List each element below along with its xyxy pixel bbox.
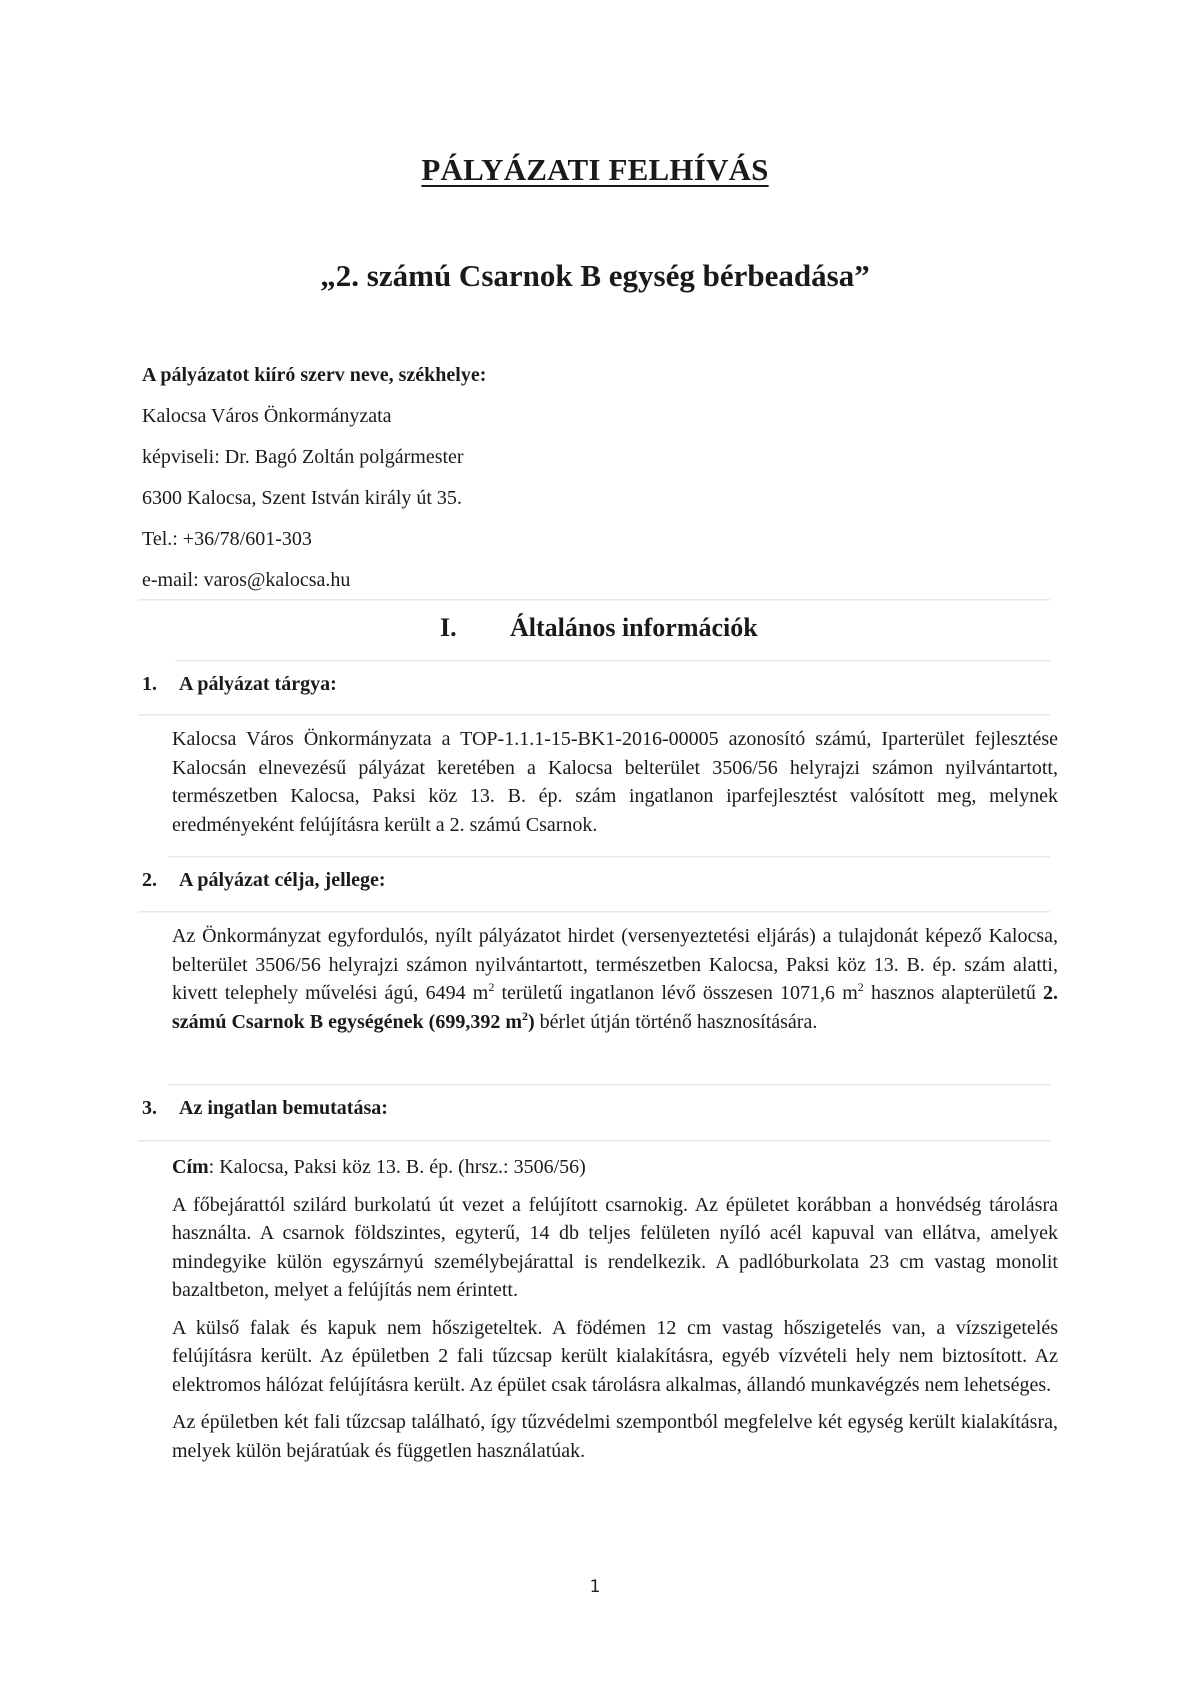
divider [138,599,1050,600]
document-title: PÁLYÁZATI FELHÍVÁS [421,152,769,187]
paragraph: Az Önkormányzat egyfordulós, nyílt pályázatot hirdet (versenyeztetési eljárás) a tulajdonát képező Kalocsa, belterület 3506/56 helyrajzi számon nyilvántartott, természetben Kalocsa, Paksi köz 13. B. ép. szám alatti, kivett telephely művelési ágú, 6494 $m^2$ területű ingatlanon lévő összesen 1071,6 $m^2$ hasznos alapterületű 2. számú Csarnok B egységének (699,392 $m^2$) bérlet útján történő hasznosítására. [172,925,1058,1033]
divider [138,714,1050,715]
section-heading [440,613,758,643]
issuer-heading: A pályázatot kiíró szerv neve, székhelye: [142,364,487,386]
divider [175,660,1050,661]
address-line: Cím: Kalocsa, Paksi köz 13. B. ép. (hrsz.: 3506/56) [172,1156,586,1178]
item-number: 1. [142,673,157,695]
item-heading-text: Az ingatlan bemutatása: [179,1097,388,1119]
issuer-representative: képviseli: Dr. Bagó Zoltán polgármester [142,446,464,468]
item-2-body [172,922,1058,1045]
item-heading-1 [142,673,337,696]
item-heading-text: A pályázat célja, jellege: [179,869,386,891]
issuer-address: 6300 Kalocsa, Szent István király út 35. [142,487,462,509]
section-number: I. [440,613,457,642]
issuer-block [142,355,486,601]
paragraph: Kalocsa Város Önkormányzata a TOP-1.1.1-15-BK1-2016-00005 azonosító számú, Iparterület fejlesztése Kalocsán elnevezésű pályázat keretében a Kalocsa belterület 3506/56 helyrajzi számon nyilvántartott, természetben Kalocsa, Paksi köz 13. B. ép. szám ingatlanon iparfejlesztést valósított meg, melynek eredményeként felújításra került a 2. számú Csarnok. [172,728,1058,836]
item-3-body [172,1153,1058,1474]
divider [168,856,1050,857]
item-1-body [172,725,1058,848]
issuer-phone: Tel.: +36/78/601-303 [142,528,312,550]
paragraph: Az épületben két fali tűzcsap található, így tűzvédelmi szempontból megfelelve két egység került kialakításra, melyek külön bejáratúak és független használatúak. [172,1411,1058,1462]
item-number: 3. [142,1097,157,1119]
item-heading-text: A pályázat tárgya: [179,673,337,695]
issuer-name: Kalocsa Város Önkormányzata [142,405,392,427]
issuer-email[interactable]: e-mail: varos@kalocsa.hu [142,569,351,591]
section-title: Általános információk [510,613,758,642]
paragraph: A külső falak és kapuk nem hőszigeteltek. A födémen 12 cm vastag hőszigetelés van, a vízszigetelés felújításra került. Az épületben 2 fali tűzcsap került kialakításra, egyéb vízvételi hely nem biztosított. Az elektromos hálózat felújításra került. Az épület csak tárolásra alkalmas, állandó munkavégzés nem lehetséges. [172,1316,1058,1396]
page-number: 1 [589,1577,601,1597]
divider [138,911,1050,912]
item-heading-3 [142,1097,388,1120]
item-heading-2 [142,869,386,892]
document-subtitle: „2. számú Csarnok B egység bérbeadása” [320,258,870,293]
item-number: 2. [142,869,157,891]
divider [138,1140,1050,1141]
divider [168,1084,1050,1085]
paragraph: A főbejárattól szilárd burkolatú út vezet a felújított csarnokig. Az épületet korábban a honvédség tárolásra használta. A csarnok földszintes, egyterű, 14 db teljes felületen nyíló acél kapuval van ellátva, amelyek mindegyike külön egyszárnyú személybejárattal is rendelkezik. A padlóburkolata 23 cm vastag monolit bazaltbeton, melyet a felújítás nem érintett. [172,1193,1058,1301]
